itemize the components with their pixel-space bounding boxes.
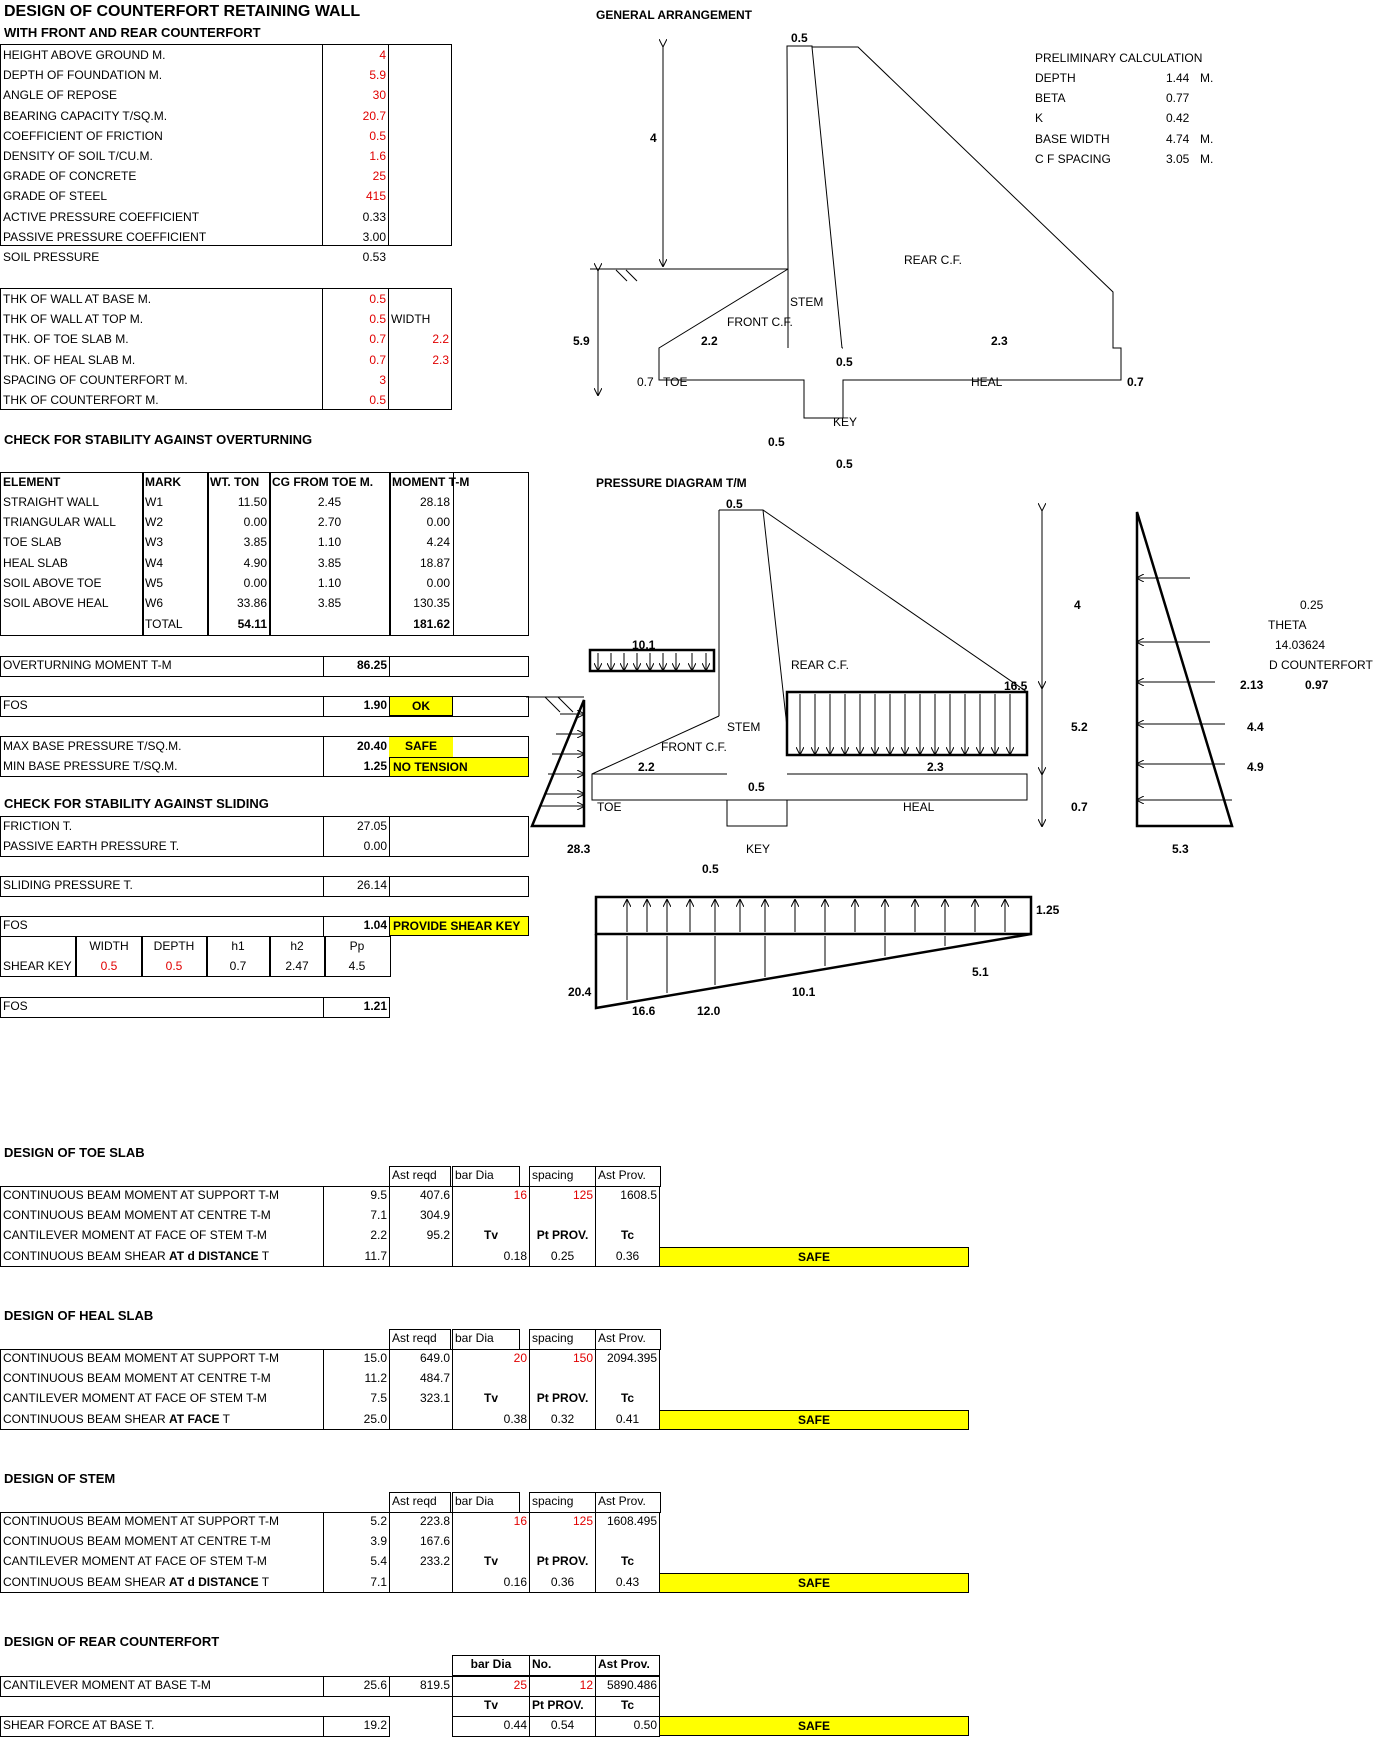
pd-label: HEAL: [903, 800, 935, 814]
shear-label-post: T: [258, 1248, 270, 1263]
ot-cell: SOIL ABOVE TOE: [3, 575, 102, 590]
page-title: DESIGN OF COUNTERFORT RETAINING WALL: [4, 3, 361, 20]
shear-key-label: SHEAR KEY: [3, 959, 72, 973]
ot-cell: 28.18: [419, 495, 450, 509]
design-header: bar Dia: [455, 1168, 494, 1182]
input-value: 30: [372, 88, 386, 103]
ga-label: STEM: [790, 295, 824, 309]
thickness-label: THK. OF HEAL SLAB M.: [3, 352, 136, 367]
pd-label: 1.25: [1036, 903, 1060, 917]
design-moment: 5.4: [370, 1554, 387, 1569]
thickness-value: 0.5: [369, 393, 386, 407]
shear-key-status: PROVIDE SHEAR KEY: [389, 916, 529, 936]
thickness-extra: [388, 371, 452, 391]
ga-label: 5.9: [573, 334, 590, 348]
shear-label-pre: CONTINUOUS BEAM SHEAR: [3, 1248, 170, 1263]
design-row-label: CONTINUOUS BEAM MOMENT AT CENTRE T-M: [3, 1534, 271, 1549]
pd-label: 0.7: [1071, 800, 1088, 814]
ot-cell: W2: [145, 515, 163, 530]
sliding-pressure-label: SLIDING PRESSURE T.: [3, 878, 133, 892]
ot-cell: 11.50: [237, 495, 267, 509]
shear-label-bold: AT FACE: [169, 1411, 220, 1426]
key-value: 0.5: [165, 959, 183, 973]
thickness-extra: 2.3: [432, 352, 449, 367]
input-label: DENSITY OF SOIL T/CU.M.: [3, 149, 153, 163]
design-row-label: CONTINUOUS BEAM MOMENT AT SUPPORT T-M: [3, 1351, 280, 1365]
design-moment: 2.2: [370, 1228, 387, 1243]
design-status: SAFE: [659, 1410, 969, 1430]
cf-tc-header: Tc: [620, 1698, 635, 1712]
prelim-label: BASE WIDTH: [1035, 131, 1110, 146]
cf-tc: 0.50: [633, 1718, 657, 1732]
ot-cell: 0.00: [243, 575, 267, 590]
pd-label: THETA: [1268, 618, 1307, 632]
ga-label: 0.7: [1127, 375, 1144, 389]
cf-pt-header: Pt PROV.: [532, 1698, 584, 1712]
design-ast: 649.0: [419, 1351, 450, 1365]
sliding-fos-label: FOS: [3, 918, 28, 932]
shear-header-tc: Tc: [620, 1391, 635, 1406]
sliding-pressure-value: 26.14: [356, 878, 387, 892]
design-pt: 0.36: [550, 1574, 575, 1589]
design-ast: 323.1: [419, 1391, 450, 1406]
pd-label: 28.3: [567, 842, 591, 856]
ga-label: 0.7: [637, 375, 654, 389]
pd-label: 10.1: [632, 638, 656, 652]
design-header: Ast Prov.: [598, 1168, 646, 1182]
inputs-extra-col: [388, 44, 452, 246]
section-title: DESIGN OF TOE SLAB: [4, 1145, 145, 1160]
prelim-value: 3.05: [1166, 151, 1190, 166]
key-header: DEPTH: [153, 939, 195, 953]
thickness-label: THK OF WALL AT BASE M.: [3, 292, 152, 306]
thickness-label: THK. OF TOE SLAB M.: [3, 332, 129, 347]
pd-label: 5.1: [972, 965, 989, 979]
design-bar-dia: 16: [513, 1188, 527, 1202]
prelim-value: 4.74: [1166, 131, 1190, 146]
design-spacing: 125: [572, 1514, 593, 1528]
input-value: 1.6: [369, 149, 386, 163]
cf-moment: 25.6: [363, 1678, 387, 1692]
ot-cell: 130.35: [413, 596, 450, 610]
design-status: SAFE: [659, 1247, 969, 1267]
min-pressure-label: MIN BASE PRESSURE T/SQ.M.: [3, 759, 178, 773]
pd-label: 4: [1074, 598, 1081, 612]
sl-extra: [389, 816, 529, 857]
design-shear-label: [0, 1247, 320, 1267]
design-tc: 0.43: [615, 1574, 640, 1589]
design-ast-prov: 1608.5: [620, 1188, 657, 1202]
thickness-value: 0.7: [369, 332, 386, 347]
design-header: Ast reqd: [392, 1494, 437, 1508]
om-value: 86.25: [356, 658, 387, 672]
thickness-value: 0.5: [369, 312, 386, 327]
input-value: 25: [372, 169, 386, 184]
ga-title: GENERAL ARRANGEMENT: [596, 8, 753, 22]
input-value: 415: [365, 189, 386, 204]
ga-label: REAR C.F.: [904, 253, 963, 267]
pd-label: 20.4: [568, 985, 592, 999]
input-label: DEPTH OF FOUNDATION M.: [3, 68, 163, 83]
prelim-value: 1.44: [1166, 71, 1190, 85]
pd-label: D COUNTERFORT: [1269, 658, 1373, 672]
ga-label: KEY: [833, 415, 858, 429]
counterfort-title: DESIGN OF REAR COUNTERFORT: [4, 1634, 220, 1649]
passive-value: 0.00: [363, 839, 387, 853]
thickness-extra: WIDTH: [391, 312, 431, 327]
section-title: DESIGN OF HEAL SLAB: [4, 1308, 154, 1323]
shear-label-pre: CONTINUOUS BEAM SHEAR: [3, 1411, 170, 1426]
pd-title: PRESSURE DIAGRAM T/M: [596, 476, 747, 490]
design-shear-label: [0, 1573, 320, 1593]
design-header: Ast Prov.: [598, 1331, 646, 1345]
pd-label: 5.2: [1071, 720, 1088, 734]
max-pressure-label: MAX BASE PRESSURE T/SQ.M.: [3, 739, 182, 753]
thickness-value: 3: [379, 372, 386, 387]
design-shear-label: [0, 1410, 320, 1430]
design-tv: 0.18: [503, 1248, 527, 1263]
ot-cell: 3.85: [243, 535, 267, 550]
design-header: Ast Prov.: [598, 1494, 646, 1508]
ot-cell: HEAL SLAB: [3, 555, 68, 570]
cf-shear: 19.2: [363, 1718, 387, 1732]
ga-label: 0.5: [791, 31, 808, 45]
om-label: OVERTURNING MOMENT T-M: [3, 658, 172, 672]
cf-tv-header: Tv: [483, 1698, 498, 1712]
prelim-label: K: [1035, 111, 1044, 126]
input-label: GRADE OF CONCRETE: [3, 169, 137, 184]
design-ast: 223.8: [419, 1514, 450, 1528]
ot-cell: SOIL ABOVE HEAL: [3, 596, 109, 610]
fos-label: FOS: [3, 698, 28, 712]
pd-label: 10.1: [792, 985, 816, 999]
design-header: bar Dia: [455, 1331, 494, 1345]
ot-cell: 0.00: [426, 575, 450, 590]
sliding-fos-value: 1.04: [363, 918, 387, 932]
pd-label: 5.3: [1172, 842, 1189, 856]
design-header: spacing: [532, 1168, 574, 1182]
max-pressure-value: 20.40: [356, 739, 387, 753]
min-pressure-status: NO TENSION: [389, 757, 529, 777]
cf-number: 12: [579, 1678, 593, 1692]
prelim-unit: M.: [1200, 71, 1214, 85]
ot-header: ELEMENT: [3, 475, 61, 489]
prelim-title: PRELIMINARY CALCULATION: [1035, 51, 1203, 65]
input-value: 0.33: [362, 209, 386, 224]
max-pressure-status: SAFE: [389, 737, 453, 757]
om-extra: [389, 656, 529, 677]
prelim-unit: M.: [1200, 131, 1214, 146]
ot-cell: 0.00: [243, 515, 267, 530]
design-moment: 9.5: [370, 1188, 387, 1202]
design-row-label: CONTINUOUS BEAM MOMENT AT CENTRE T-M: [3, 1371, 271, 1386]
key-value: 0.5: [100, 959, 118, 973]
input-label: ACTIVE PRESSURE COEFFICIENT: [3, 209, 200, 224]
shear-header-tv: Tv: [483, 1228, 498, 1243]
ga-label: FRONT C.F.: [727, 315, 793, 329]
ot-cell: 4.24: [426, 535, 450, 550]
ot-cell: 4.90: [243, 555, 267, 570]
ot-cell: 1.10: [317, 535, 342, 550]
design-ast: 407.6: [419, 1188, 450, 1202]
input-value: 0.5: [369, 128, 386, 143]
fos-status: OK: [389, 696, 453, 716]
ot-cell: 2.70: [317, 515, 342, 530]
ot-total-label: TOTAL: [145, 617, 183, 631]
design-ast-prov: 2094.395: [606, 1351, 657, 1365]
ga-dimensions: [590, 46, 788, 395]
input-label: GRADE OF STEEL: [3, 189, 108, 204]
design-status: SAFE: [659, 1573, 969, 1593]
pd-label: 0.25: [1300, 598, 1324, 612]
prelim-value: 0.77: [1166, 91, 1190, 106]
pd-label: 2.3: [927, 760, 944, 774]
shear-header-tv: Tv: [483, 1391, 498, 1406]
ga-label: 2.2: [701, 334, 718, 348]
thickness-label: THK OF WALL AT TOP M.: [3, 312, 144, 327]
design-ast: 484.7: [419, 1371, 450, 1386]
pd-label: 4.4: [1247, 720, 1264, 734]
input-label: SOIL PRESSURE: [3, 250, 100, 264]
shear-header-tv: Tv: [483, 1554, 498, 1569]
thickness-label: SPACING OF COUNTERFORT M.: [3, 372, 188, 387]
design-header: spacing: [532, 1494, 574, 1508]
ot-cell: W3: [145, 535, 163, 550]
pd-label: 16.6: [632, 1004, 656, 1018]
shear-header-pt: Pt PROV.: [536, 1228, 589, 1243]
design-tv: 0.38: [503, 1411, 527, 1426]
input-label: BEARING CAPACITY T/SQ.M.: [3, 108, 168, 123]
prelim-label: C F SPACING: [1035, 151, 1111, 166]
ot-cell: W6: [145, 596, 163, 610]
design-ast: 304.9: [419, 1208, 450, 1223]
ot-header: MARK: [145, 475, 181, 489]
pd-label: 0.5: [702, 862, 719, 876]
shear-header-pt: Pt PROV.: [536, 1554, 589, 1569]
ot-cell: 3.85: [317, 555, 342, 570]
design-ast: 167.6: [419, 1534, 450, 1549]
pd-label: 0.5: [748, 780, 765, 794]
page-subtitle: WITH FRONT AND REAR COUNTERFORT: [4, 25, 261, 40]
cf-header: Ast Prov.: [598, 1657, 650, 1671]
design-ast-prov: 1608.495: [606, 1514, 657, 1528]
ga-label: HEAL: [971, 375, 1003, 389]
sp-extra: [389, 876, 529, 897]
input-label: HEIGHT ABOVE GROUND M.: [3, 48, 166, 62]
ga-label: TOE: [663, 375, 688, 389]
ot-cell: 2.45: [317, 495, 342, 509]
design-ast: 95.2: [426, 1228, 450, 1243]
key-header: WIDTH: [89, 939, 129, 953]
design-moment: 11.2: [364, 1371, 387, 1386]
fos-value: 1.90: [363, 698, 387, 712]
cf-tv: 0.44: [503, 1718, 527, 1732]
thickness-extra: [388, 391, 452, 411]
input-label: COEFFICIENT OF FRICTION: [3, 128, 163, 143]
key-header: Pp: [349, 939, 365, 953]
surcharge-arrows: [598, 653, 706, 670]
thickness-label: THK OF COUNTERFORT M.: [3, 393, 159, 407]
design-moment: 7.1: [370, 1208, 387, 1223]
ga-label: 0.5: [836, 355, 853, 369]
cf-moment-label: CANTILEVER MOMENT AT BASE T-M: [3, 1678, 211, 1692]
min-pressure-value: 1.25: [363, 759, 387, 773]
thickness-value: 0.7: [369, 352, 386, 367]
design-spacing: 125: [572, 1188, 593, 1202]
design-row-label: CONTINUOUS BEAM MOMENT AT SUPPORT T-M: [3, 1188, 280, 1202]
pd-label: 0.97: [1305, 678, 1329, 692]
design-row-label: CANTILEVER MOMENT AT FACE OF STEM T-M: [3, 1554, 267, 1569]
prelim-label: BETA: [1035, 91, 1066, 106]
design-tc: 0.36: [615, 1248, 640, 1263]
fos2-label: FOS: [3, 999, 28, 1013]
shear-label-post: T: [258, 1574, 270, 1589]
input-value: 0.53: [362, 250, 386, 264]
design-pt: 0.25: [550, 1248, 575, 1263]
design-shear: 7.1: [370, 1574, 387, 1589]
pd-label: 0.5: [726, 497, 743, 511]
cf-header: bar Dia: [470, 1657, 512, 1671]
pd-label: 2.2: [638, 760, 655, 774]
input-value: 5.9: [369, 68, 386, 83]
pd-label: 12.0: [697, 1004, 721, 1018]
overturning-title: CHECK FOR STABILITY AGAINST OVERTURNING: [4, 432, 313, 447]
input-label: PASSIVE PRESSURE COEFFICIENT: [3, 229, 207, 244]
ot-header: WT. TON: [210, 475, 260, 489]
ot-cell: TRIANGULAR WALL: [3, 515, 116, 530]
shear-label-pre: CONTINUOUS BEAM SHEAR: [3, 1574, 170, 1589]
prelim-value: 0.42: [1166, 111, 1190, 126]
cf-ast-prov: 5890.486: [606, 1678, 657, 1692]
surcharge-box: [590, 650, 714, 671]
cf-shear-label: SHEAR FORCE AT BASE T.: [3, 1718, 155, 1732]
ot-cell: 3.85: [317, 596, 342, 610]
design-row-label: CANTILEVER MOMENT AT FACE OF STEM T-M: [3, 1228, 267, 1243]
ot-cell: W5: [145, 575, 163, 590]
design-tc: 0.41: [615, 1411, 640, 1426]
section-title: DESIGN OF STEM: [4, 1471, 116, 1486]
input-label: ANGLE OF REPOSE: [3, 88, 118, 103]
ot-cell: W1: [145, 495, 163, 509]
passive-pressure-triangle: [526, 697, 584, 826]
pd-label: 4.9: [1247, 760, 1264, 774]
input-value: 20.7: [362, 108, 386, 123]
friction-value: 27.05: [356, 819, 387, 833]
ot-total-wt: 54.11: [237, 617, 267, 631]
design-bar-dia: 16: [513, 1514, 527, 1528]
shear-label-post: T: [219, 1411, 230, 1426]
design-shear: 25.0: [363, 1411, 387, 1426]
prelim-unit: M.: [1200, 151, 1214, 166]
design-header: Ast reqd: [392, 1168, 437, 1182]
cf-pt: 0.54: [550, 1718, 575, 1732]
shear-header-tc: Tc: [620, 1228, 635, 1243]
design-spacing: 150: [572, 1351, 593, 1365]
design-header: bar Dia: [455, 1494, 494, 1508]
shear-label-bold: AT d DISTANCE: [169, 1248, 259, 1263]
active-pressure-triangle: [1042, 510, 1232, 826]
shear-header-pt: Pt PROV.: [536, 1391, 589, 1406]
ot-cell: TOE SLAB: [3, 535, 62, 550]
ot-cell: 18.87: [419, 555, 450, 570]
passive-label: PASSIVE EARTH PRESSURE T.: [3, 839, 180, 853]
design-pt: 0.32: [550, 1411, 575, 1426]
design-header: spacing: [532, 1331, 574, 1345]
design-bar-dia: 20: [513, 1351, 527, 1365]
key-value: 4.5: [348, 959, 366, 973]
key-header: h2: [290, 939, 304, 953]
sliding-title: CHECK FOR STABILITY AGAINST SLIDING: [4, 796, 269, 811]
design-moment: 3.9: [370, 1534, 387, 1549]
thickness-extra: [388, 290, 452, 310]
pd-label: TOE: [597, 800, 622, 814]
ot-cell: 0.00: [426, 515, 450, 530]
pd-label: FRONT C.F.: [661, 740, 727, 754]
ot-total-moment: 181.62: [413, 617, 450, 631]
design-header: Ast reqd: [392, 1331, 437, 1345]
ot-cell: 33.86: [236, 596, 267, 610]
ot-cell: STRAIGHT WALL: [3, 495, 100, 509]
design-row-label: CONTINUOUS BEAM MOMENT AT SUPPORT T-M: [3, 1514, 280, 1528]
thickness-extra: 2.2: [432, 332, 449, 347]
shear-header-tc: Tc: [620, 1554, 635, 1569]
thickness-value: 0.5: [369, 292, 386, 306]
friction-label: FRICTION T.: [3, 819, 73, 833]
cf-status: SAFE: [659, 1716, 969, 1736]
pd-label: 16.5: [1004, 679, 1028, 693]
pd-label: REAR C.F.: [791, 658, 850, 672]
ot-cell: W4: [145, 555, 163, 570]
design-moment: 7.5: [370, 1391, 387, 1406]
heal-load-box: [787, 692, 1027, 755]
ot-header: CG FROM TOE M.: [272, 475, 374, 489]
ga-label: 0.5: [836, 457, 853, 471]
input-value: 4: [379, 48, 386, 62]
key-header: h1: [231, 939, 245, 953]
ga-label: 2.3: [991, 334, 1008, 348]
design-shear: 11.7: [364, 1248, 387, 1263]
ga-label: 4: [650, 131, 657, 145]
ot-cell: 1.10: [317, 575, 342, 590]
design-row-label: CANTILEVER MOMENT AT FACE OF STEM T-M: [3, 1391, 267, 1406]
design-row-label: CONTINUOUS BEAM MOMENT AT CENTRE T-M: [3, 1208, 271, 1223]
pd-label: KEY: [746, 842, 771, 856]
shear-label-bold: AT d DISTANCE: [169, 1574, 259, 1589]
design-moment: 5.2: [370, 1514, 387, 1528]
design-ast: 233.2: [419, 1554, 450, 1569]
design-tv: 0.16: [503, 1574, 527, 1589]
cf-bar-dia: 25: [513, 1678, 527, 1692]
input-value: 3.00: [362, 229, 386, 244]
ot-header: MOMENT T-M: [392, 475, 470, 489]
pd-label: 2.13: [1240, 678, 1264, 692]
design-moment: 15.0: [363, 1351, 387, 1365]
ga-label: 0.5: [768, 435, 785, 449]
cf-ast-value: 819.5: [419, 1678, 450, 1692]
heal-load-arrows: [800, 694, 1010, 754]
pd-label: 14.03624: [1275, 638, 1326, 652]
pd-label: STEM: [727, 720, 761, 734]
key-value: 0.7: [229, 959, 247, 973]
fos2-value: 1.21: [363, 999, 387, 1013]
prelim-label: DEPTH: [1035, 71, 1076, 85]
key-value: 2.47: [285, 959, 309, 973]
cf-header: No.: [532, 1657, 552, 1671]
